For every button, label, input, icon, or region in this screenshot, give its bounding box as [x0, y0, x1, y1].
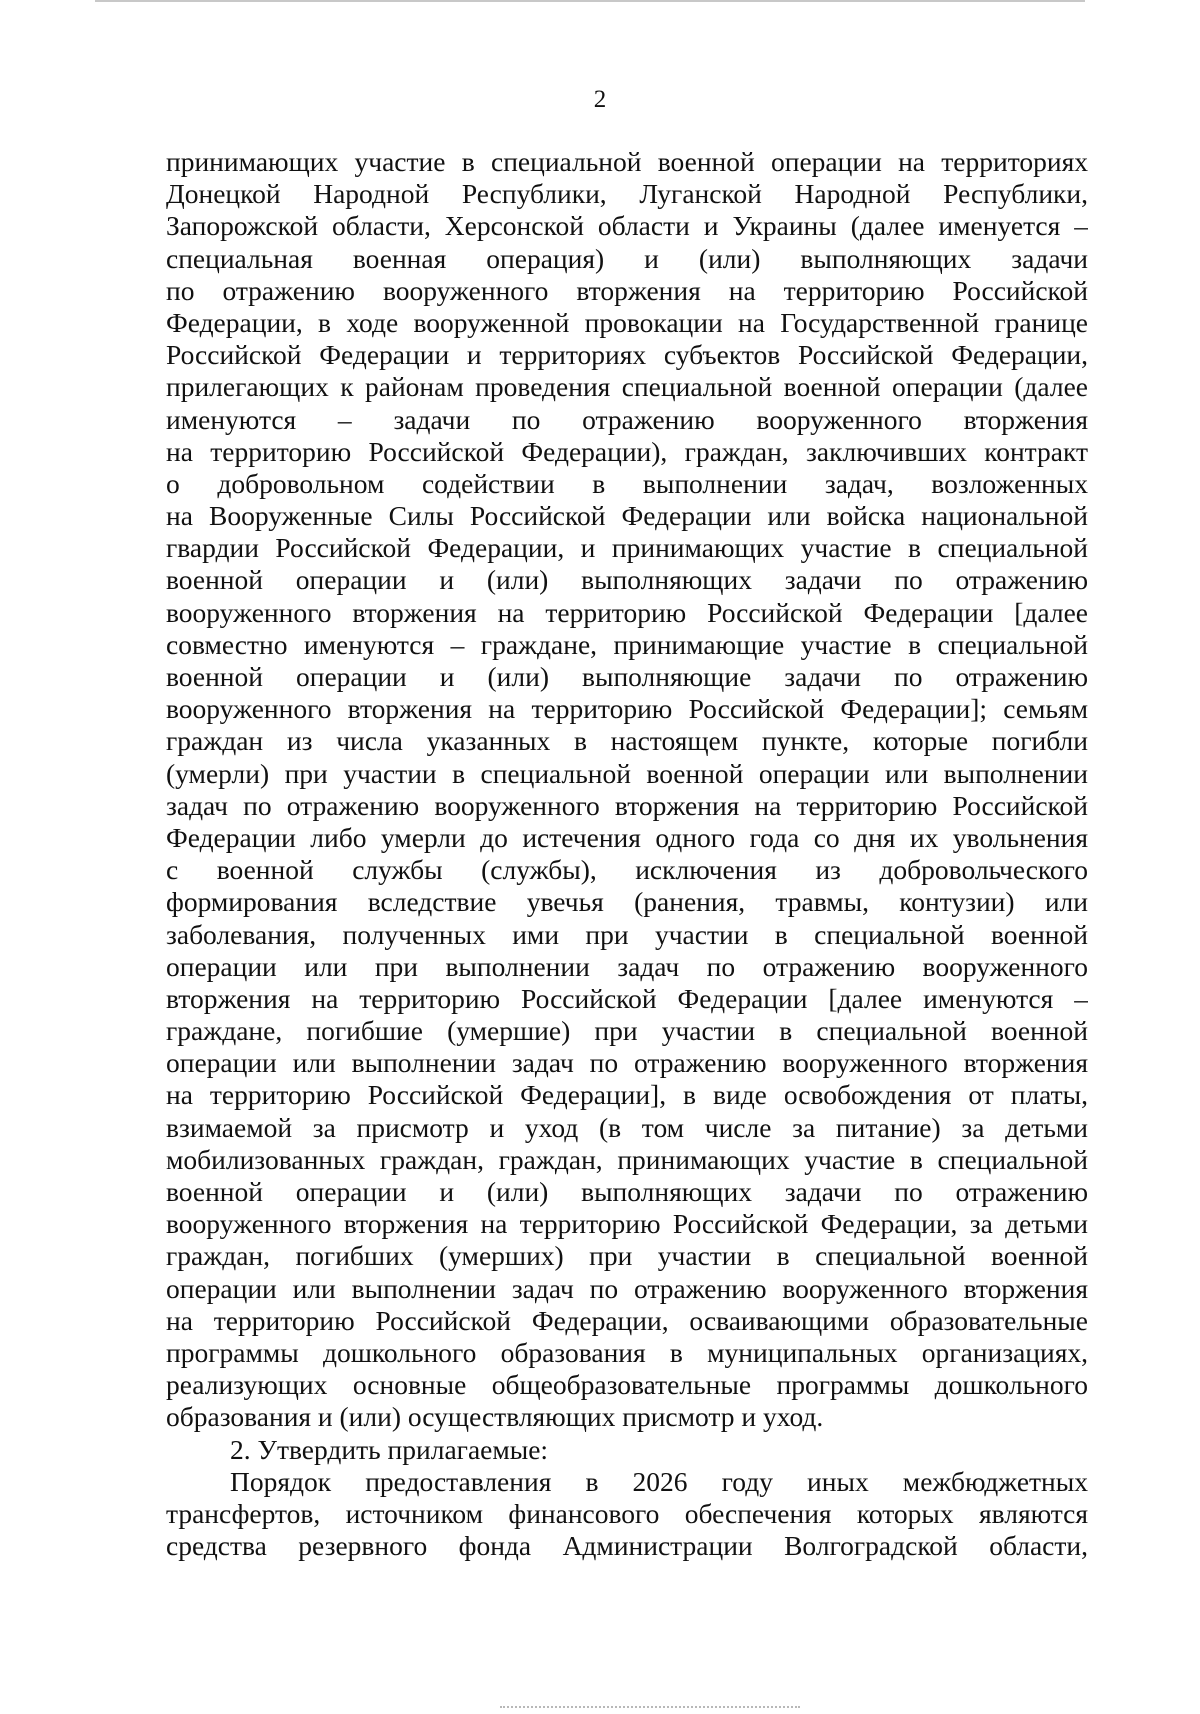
page-number: 2 — [593, 86, 607, 113]
scan-edge-top — [95, 0, 1085, 2]
text-line: на территорию Российской Федерации], в виде освобождения от платы, — [166, 1079, 1088, 1111]
text-line: вооруженного вторжения на территорию Российской Федерации [далее — [166, 596, 1088, 628]
text-line: (умерли) при участии в специальной военной операции или выполнении — [166, 757, 1088, 789]
text-line: специальная военная операция) и (или) выполняющих задачи — [166, 242, 1088, 274]
text-line: совместно именуются – граждане, принимающие участие в специальной — [166, 628, 1088, 660]
text-line: прилегающих к районам проведения специальной военной операции (далее — [166, 371, 1088, 403]
text-line: по отражению вооруженного вторжения на территорию Российской — [166, 274, 1088, 306]
text-line: военной операции и (или) выполняющих задачи по отражению — [166, 1176, 1088, 1207]
text-line: Федерации либо умерли до истечения одного года со дня их увольнения — [166, 821, 1088, 853]
text-line: вторжения на территорию Российской Федерации [далее именуются – — [166, 982, 1088, 1014]
text-line: задач по отражению вооруженного вторжения на территорию Российской — [166, 789, 1088, 821]
text-line: трансфертов, источником финансового обеспечения которых являются — [166, 1497, 1088, 1529]
text-line: Запорожской области, Херсонской области и Украины (далее именуется – — [166, 210, 1088, 242]
text-line: на территорию Российской Федерации, осваивающими образовательные — [166, 1304, 1088, 1336]
text-line: образования и (или) осуществляющих присмотр и уход. — [166, 1401, 824, 1433]
text-line: операции или выполнении задач по отражению вооруженного вторжения — [166, 1272, 1088, 1304]
text-line: вооруженного вторжения на территорию Российской Федерации, за детьми — [166, 1208, 1088, 1240]
text-line: операции или при выполнении задач по отражению вооруженного — [166, 950, 1088, 982]
text-line: о добровольном содействии в выполнении задач, возложенных — [166, 467, 1088, 499]
text-line: средства резервного фонда Администрации Волгоградской области, — [166, 1530, 1088, 1562]
text-line: операции или выполнении задач по отражению вооруженного вторжения — [166, 1047, 1088, 1079]
text-line: взимаемой за присмотр и уход (в том числе за питание) за детьми — [166, 1111, 1088, 1143]
text-line: Российской Федерации и территориях субъектов Российской Федерации, — [166, 339, 1088, 371]
text-line: граждан, погибших (умерших) при участии в специальной военной — [166, 1240, 1088, 1272]
text-line: заболевания, полученных ими при участии в специальной военной — [166, 918, 1088, 950]
text-line: граждане, погибшие (умершие) при участии в специальной военной — [166, 1015, 1088, 1047]
text-line: 2. Утвердить прилагаемые: — [230, 1433, 549, 1465]
text-line: Федерации, в ходе вооруженной провокации на Государственной границе — [166, 306, 1088, 338]
text-line: военной операции и (или) выполняющих задачи по отражению — [166, 564, 1088, 596]
text-line: вооруженного вторжения на территорию Российской Федерации]; семьям — [166, 693, 1088, 725]
text-line: на территорию Российской Федерации), граждан, заключивших контракт — [166, 435, 1088, 467]
text-line: гвардии Российской Федерации, и принимающих участие в специальной — [166, 532, 1088, 564]
text-line: мобилизованных граждан, граждан, принимающих участие в специальной — [166, 1143, 1088, 1175]
text-line: с военной службы (службы), исключения из добровольческого — [166, 854, 1088, 886]
text-line: Донецкой Народной Республики, Луганской Народной Республики, — [166, 178, 1088, 210]
text-line: именуются – задачи по отражению вооруженного вторжения — [166, 403, 1088, 435]
text-line: Порядок предоставления в 2026 году иных межбюджетных — [230, 1465, 1088, 1497]
text-line: граждан из числа указанных в настоящем пункте, которые погибли — [166, 725, 1088, 757]
text-line: принимающих участие в специальной военной операции на территориях — [166, 146, 1088, 177]
text-line: военной операции и (или) выполняющие задачи по отражению — [166, 661, 1088, 692]
document-body — [166, 146, 1088, 1562]
text-line: реализующих основные общеобразовательные программы дошкольного — [166, 1369, 1088, 1401]
text-line: формирования вследствие увечья (ранения, травмы, контузии) или — [166, 886, 1088, 918]
scan-edge-bottom — [500, 1706, 800, 1710]
text-line: на Вооруженные Силы Российской Федерации или войска национальной — [166, 500, 1088, 532]
text-line: программы дошкольного образования в муниципальных организациях, — [166, 1336, 1088, 1368]
